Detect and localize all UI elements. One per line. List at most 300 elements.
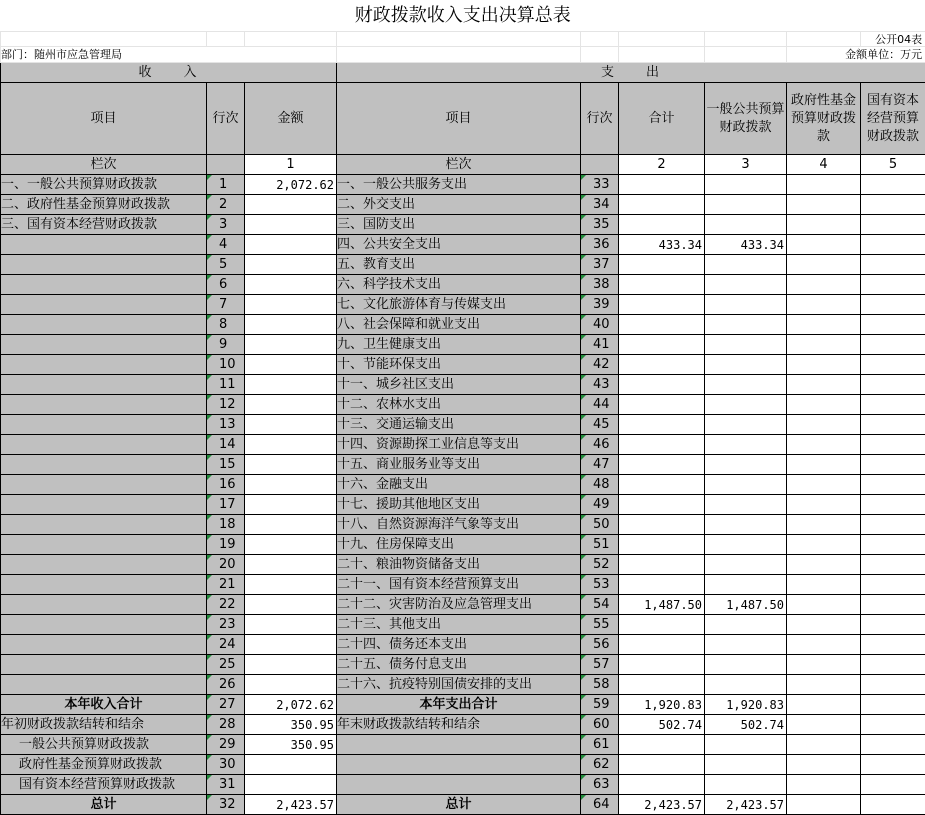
expense-total bbox=[619, 675, 705, 695]
fund-budget-amount bbox=[787, 535, 861, 555]
table-row bbox=[1, 475, 925, 495]
income-amount bbox=[245, 275, 337, 295]
expense-row-number: 54 bbox=[581, 595, 619, 615]
carry-out-row-number: 60 bbox=[581, 715, 619, 735]
expense-item: 十、节能环保支出 bbox=[337, 355, 581, 375]
column-number-1: 1 bbox=[245, 155, 337, 175]
income-item bbox=[1, 315, 207, 335]
expense-row-number: 35 bbox=[581, 215, 619, 235]
state-capital-amount bbox=[861, 595, 925, 615]
expense-row-number: 40 bbox=[581, 315, 619, 335]
income-item bbox=[1, 255, 207, 275]
expense-total bbox=[619, 515, 705, 535]
fund-budget-amount bbox=[787, 635, 861, 655]
general-budget-amount bbox=[705, 655, 787, 675]
expense-total bbox=[619, 295, 705, 315]
income-item bbox=[1, 375, 207, 395]
fund-budget-amount bbox=[787, 295, 861, 315]
expense-row-number: 34 bbox=[581, 195, 619, 215]
expense-item: 四、公共安全支出 bbox=[337, 235, 581, 255]
income-total-row-number: 27 bbox=[207, 695, 245, 715]
expense-item: 十四、资源勘探工业信息等支出 bbox=[337, 435, 581, 455]
expense-total bbox=[619, 575, 705, 595]
income-amount bbox=[245, 315, 337, 335]
expense-row-number: 44 bbox=[581, 395, 619, 415]
income-grand-total-label: 总计 bbox=[1, 795, 207, 815]
state-capital-amount bbox=[861, 235, 925, 255]
expense-total bbox=[619, 175, 705, 195]
expense-row-number: 50 bbox=[581, 515, 619, 535]
expense-row-number: 49 bbox=[581, 495, 619, 515]
income-total-label: 本年收入合计 bbox=[1, 695, 207, 715]
fund-budget-amount bbox=[787, 175, 861, 195]
expense-item: 二十三、其他支出 bbox=[337, 615, 581, 635]
expense-total bbox=[619, 195, 705, 215]
fund-budget-amount bbox=[787, 515, 861, 535]
income-amount bbox=[245, 495, 337, 515]
expense-row-number: 51 bbox=[581, 535, 619, 555]
carry-in-fund-row-number: 30 bbox=[207, 755, 245, 775]
carry-in-state-label: 国有资本经营预算财政拨款 bbox=[1, 775, 207, 795]
general-budget-amount bbox=[705, 395, 787, 415]
table-row bbox=[1, 415, 925, 435]
income-row-number: 9 bbox=[207, 335, 245, 355]
income-amount bbox=[245, 375, 337, 395]
income-row-number: 20 bbox=[207, 555, 245, 575]
table-row bbox=[1, 575, 925, 595]
expense-row-number: 58 bbox=[581, 675, 619, 695]
income-item bbox=[1, 435, 207, 455]
state-capital-amount bbox=[861, 175, 925, 195]
expense-item: 三、国防支出 bbox=[337, 215, 581, 235]
income-row-number: 16 bbox=[207, 475, 245, 495]
expense-row-number: 36 bbox=[581, 235, 619, 255]
general-budget-amount bbox=[705, 335, 787, 355]
income-row-header: 行次 bbox=[207, 83, 245, 155]
fund-budget-amount bbox=[787, 475, 861, 495]
expense-row-number: 41 bbox=[581, 335, 619, 355]
state-capital-amount bbox=[861, 375, 925, 395]
income-row-number: 14 bbox=[207, 435, 245, 455]
expense-grand-total-amount: 2,423.57 bbox=[619, 795, 705, 815]
general-budget-header: 一般公共预算财政拨款 bbox=[705, 83, 787, 155]
column-number-5: 5 bbox=[861, 155, 925, 175]
column-number-3: 3 bbox=[705, 155, 787, 175]
carry-in-amount: 350.95 bbox=[245, 715, 337, 735]
income-item bbox=[1, 615, 207, 635]
expense-total bbox=[619, 635, 705, 655]
expense-item: 二十、粮油物资储备支出 bbox=[337, 555, 581, 575]
expense-item: 二十一、国有资本经营预算支出 bbox=[337, 575, 581, 595]
income-item bbox=[1, 415, 207, 435]
expense-row-number: 53 bbox=[581, 575, 619, 595]
fund-budget-amount bbox=[787, 435, 861, 455]
state-capital-amount bbox=[861, 315, 925, 335]
income-amount bbox=[245, 675, 337, 695]
table-row bbox=[1, 335, 925, 355]
expense-item-header: 项目 bbox=[337, 83, 581, 155]
income-grand-total-amount: 2,423.57 bbox=[245, 795, 337, 815]
expense-row-number: 47 bbox=[581, 455, 619, 475]
table-row bbox=[1, 595, 925, 615]
expense-grand-total-general: 2,423.57 bbox=[705, 795, 787, 815]
income-row-number: 19 bbox=[207, 535, 245, 555]
income-item bbox=[1, 535, 207, 555]
income-row-number: 25 bbox=[207, 655, 245, 675]
expense-row-number: 52 bbox=[581, 555, 619, 575]
table-row bbox=[1, 515, 925, 535]
income-item bbox=[1, 475, 207, 495]
table-row bbox=[1, 295, 925, 315]
general-budget-amount bbox=[705, 435, 787, 455]
carry-in-general-amount: 350.95 bbox=[245, 735, 337, 755]
expense-total: 1,487.50 bbox=[619, 595, 705, 615]
general-budget-amount bbox=[705, 195, 787, 215]
expense-item: 十五、商业服务业等支出 bbox=[337, 455, 581, 475]
expense-total bbox=[619, 395, 705, 415]
state-capital-amount bbox=[861, 275, 925, 295]
income-amount bbox=[245, 215, 337, 235]
income-amount bbox=[245, 555, 337, 575]
expense-total bbox=[619, 535, 705, 555]
department-label: 部门：随州市应急管理局 bbox=[1, 47, 337, 63]
income-grand-total-row-number: 32 bbox=[207, 795, 245, 815]
carry-in-general-row-number: 29 bbox=[207, 735, 245, 755]
table-row bbox=[1, 175, 925, 195]
income-row-number: 22 bbox=[207, 595, 245, 615]
fund-budget-amount bbox=[787, 355, 861, 375]
income-amount bbox=[245, 595, 337, 615]
income-amount bbox=[245, 635, 337, 655]
income-amount bbox=[245, 455, 337, 475]
table-row bbox=[1, 455, 925, 475]
income-row-number: 6 bbox=[207, 275, 245, 295]
expense-total-label: 本年支出合计 bbox=[337, 695, 581, 715]
fund-budget-amount bbox=[787, 195, 861, 215]
income-amount bbox=[245, 395, 337, 415]
expense-row-number: 37 bbox=[581, 255, 619, 275]
table-row bbox=[1, 635, 925, 655]
general-budget-amount: 1,487.50 bbox=[705, 595, 787, 615]
income-amount bbox=[245, 195, 337, 215]
table-row bbox=[1, 315, 925, 335]
expense-row-number: 39 bbox=[581, 295, 619, 315]
general-budget-amount: 433.34 bbox=[705, 235, 787, 255]
fund-budget-amount bbox=[787, 655, 861, 675]
amount-unit-label: 金额单位：万元 bbox=[787, 47, 925, 63]
state-capital-amount bbox=[861, 495, 925, 515]
expense-item: 七、文化旅游体育与传媒支出 bbox=[337, 295, 581, 315]
general-budget-amount bbox=[705, 415, 787, 435]
expense-total bbox=[619, 375, 705, 395]
general-budget-amount bbox=[705, 255, 787, 275]
fund-budget-amount bbox=[787, 615, 861, 635]
income-row-number: 2 bbox=[207, 195, 245, 215]
table-row bbox=[1, 615, 925, 635]
income-item bbox=[1, 275, 207, 295]
income-band-header: 收 入 bbox=[1, 63, 337, 83]
expense-total-amount: 1,920.83 bbox=[619, 695, 705, 715]
income-row-number: 15 bbox=[207, 455, 245, 475]
general-budget-amount bbox=[705, 495, 787, 515]
income-row-number: 23 bbox=[207, 615, 245, 635]
income-row-number: 26 bbox=[207, 675, 245, 695]
income-item bbox=[1, 515, 207, 535]
income-item bbox=[1, 235, 207, 255]
state-capital-amount bbox=[861, 475, 925, 495]
expense-row-header: 行次 bbox=[581, 83, 619, 155]
expense-total bbox=[619, 615, 705, 635]
expense-row-number: 38 bbox=[581, 275, 619, 295]
fund-budget-amount bbox=[787, 675, 861, 695]
expense-row-number: 48 bbox=[581, 475, 619, 495]
income-row-number: 24 bbox=[207, 635, 245, 655]
general-budget-amount bbox=[705, 515, 787, 535]
fund-budget-amount bbox=[787, 255, 861, 275]
income-amount bbox=[245, 415, 337, 435]
expense-item: 十八、自然资源海洋气象等支出 bbox=[337, 515, 581, 535]
income-amount bbox=[245, 655, 337, 675]
general-budget-amount bbox=[705, 615, 787, 635]
expense-total bbox=[619, 475, 705, 495]
income-item bbox=[1, 335, 207, 355]
expense-row-number: 56 bbox=[581, 635, 619, 655]
income-item bbox=[1, 495, 207, 515]
fund-budget-amount bbox=[787, 375, 861, 395]
expense-row-number: 45 bbox=[581, 415, 619, 435]
sheet-title: 财政拨款收入支出决算总表 bbox=[1, 0, 925, 32]
table-row bbox=[1, 215, 925, 235]
expense-total bbox=[619, 275, 705, 295]
general-budget-amount bbox=[705, 315, 787, 335]
expense-column-number-label: 栏次 bbox=[337, 155, 581, 175]
general-budget-amount bbox=[705, 535, 787, 555]
state-capital-amount bbox=[861, 675, 925, 695]
table-row bbox=[1, 375, 925, 395]
expense-item: 五、教育支出 bbox=[337, 255, 581, 275]
table-row bbox=[1, 655, 925, 675]
expense-item: 十三、交通运输支出 bbox=[337, 415, 581, 435]
income-amount bbox=[245, 615, 337, 635]
carry-out-total: 502.74 bbox=[619, 715, 705, 735]
state-capital-amount bbox=[861, 515, 925, 535]
state-capital-amount bbox=[861, 455, 925, 475]
income-row-number: 1 bbox=[207, 175, 245, 195]
general-budget-amount bbox=[705, 475, 787, 495]
table-row bbox=[1, 435, 925, 455]
expense-total bbox=[619, 415, 705, 435]
expense-item: 二十五、债务付息支出 bbox=[337, 655, 581, 675]
fund-budget-amount bbox=[787, 455, 861, 475]
state-capital-amount bbox=[861, 615, 925, 635]
income-item bbox=[1, 575, 207, 595]
general-budget-amount bbox=[705, 455, 787, 475]
income-amount bbox=[245, 515, 337, 535]
expense-total-header: 合计 bbox=[619, 83, 705, 155]
form-code: 公开04表 bbox=[861, 32, 925, 47]
expense-item: 二十二、灾害防治及应急管理支出 bbox=[337, 595, 581, 615]
table-row bbox=[1, 395, 925, 415]
expense-total bbox=[619, 555, 705, 575]
state-capital-header: 国有资本经营预算财政拨款 bbox=[861, 83, 925, 155]
fund-budget-amount bbox=[787, 275, 861, 295]
general-budget-amount bbox=[705, 555, 787, 575]
income-item bbox=[1, 655, 207, 675]
expense-item: 十二、农林水支出 bbox=[337, 395, 581, 415]
carry-out-label: 年末财政拨款结转和结余 bbox=[337, 715, 581, 735]
income-row-number: 18 bbox=[207, 515, 245, 535]
state-capital-amount bbox=[861, 335, 925, 355]
expense-total bbox=[619, 335, 705, 355]
state-capital-amount bbox=[861, 255, 925, 275]
expense-row-number: 33 bbox=[581, 175, 619, 195]
table-row bbox=[1, 195, 925, 215]
income-item: 二、政府性基金预算财政拨款 bbox=[1, 195, 207, 215]
fund-budget-amount bbox=[787, 235, 861, 255]
income-amount bbox=[245, 235, 337, 255]
expense-row-number: 57 bbox=[581, 655, 619, 675]
table-row bbox=[1, 255, 925, 275]
state-capital-amount bbox=[861, 195, 925, 215]
carry-in-state-row-number: 31 bbox=[207, 775, 245, 795]
expense-item: 十一、城乡社区支出 bbox=[337, 375, 581, 395]
income-amount: 2,072.62 bbox=[245, 175, 337, 195]
fund-budget-amount bbox=[787, 395, 861, 415]
fund-budget-amount bbox=[787, 415, 861, 435]
carry-in-row-number: 28 bbox=[207, 715, 245, 735]
carry-in-general-label: 一般公共预算财政拨款 bbox=[1, 735, 207, 755]
income-item bbox=[1, 295, 207, 315]
table-row bbox=[1, 495, 925, 515]
income-row-number: 17 bbox=[207, 495, 245, 515]
table-row bbox=[1, 675, 925, 695]
income-amount bbox=[245, 535, 337, 555]
state-capital-amount bbox=[861, 215, 925, 235]
state-capital-amount bbox=[861, 535, 925, 555]
income-amount bbox=[245, 355, 337, 375]
carry-out-general: 502.74 bbox=[705, 715, 787, 735]
state-capital-amount bbox=[861, 635, 925, 655]
income-row-number: 3 bbox=[207, 215, 245, 235]
income-amount-header: 金额 bbox=[245, 83, 337, 155]
fund-budget-amount bbox=[787, 335, 861, 355]
general-budget-amount bbox=[705, 635, 787, 655]
state-capital-amount bbox=[861, 415, 925, 435]
table-row bbox=[1, 235, 925, 255]
expense-total bbox=[619, 315, 705, 335]
general-budget-amount bbox=[705, 375, 787, 395]
state-capital-amount bbox=[861, 295, 925, 315]
income-row-number: 5 bbox=[207, 255, 245, 275]
expense-grand-total-label: 总计 bbox=[337, 795, 581, 815]
expense-grand-total-row-number: 64 bbox=[581, 795, 619, 815]
column-number-2: 2 bbox=[619, 155, 705, 175]
general-budget-amount bbox=[705, 175, 787, 195]
expense-total bbox=[619, 495, 705, 515]
expense-item: 一、一般公共服务支出 bbox=[337, 175, 581, 195]
state-capital-amount bbox=[861, 435, 925, 455]
state-capital-amount bbox=[861, 355, 925, 375]
fund-budget-amount bbox=[787, 555, 861, 575]
carry-out-state-row-number: 63 bbox=[581, 775, 619, 795]
income-row-number: 4 bbox=[207, 235, 245, 255]
income-amount bbox=[245, 255, 337, 275]
carry-in-label: 年初财政拨款结转和结余 bbox=[1, 715, 207, 735]
carry-out-fund-row-number: 62 bbox=[581, 755, 619, 775]
general-budget-amount bbox=[705, 295, 787, 315]
income-row-number: 13 bbox=[207, 415, 245, 435]
expense-item: 十七、援助其他地区支出 bbox=[337, 495, 581, 515]
expense-item: 十九、住房保障支出 bbox=[337, 535, 581, 555]
income-item: 一、一般公共预算财政拨款 bbox=[1, 175, 207, 195]
state-capital-amount bbox=[861, 555, 925, 575]
table-row bbox=[1, 355, 925, 375]
income-item bbox=[1, 355, 207, 375]
expense-row-number: 42 bbox=[581, 355, 619, 375]
fund-budget-amount bbox=[787, 595, 861, 615]
income-item bbox=[1, 455, 207, 475]
expense-band-header: 支 出 bbox=[337, 63, 925, 83]
general-budget-amount bbox=[705, 215, 787, 235]
income-item bbox=[1, 555, 207, 575]
expense-item: 二十六、抗疫特别国债安排的支出 bbox=[337, 675, 581, 695]
income-item bbox=[1, 395, 207, 415]
expense-row-number: 43 bbox=[581, 375, 619, 395]
expense-total-general: 1,920.83 bbox=[705, 695, 787, 715]
column-number-4: 4 bbox=[787, 155, 861, 175]
fund-budget-header: 政府性基金预算财政拨款 bbox=[787, 83, 861, 155]
expense-total bbox=[619, 355, 705, 375]
expense-total: 433.34 bbox=[619, 235, 705, 255]
state-capital-amount bbox=[861, 655, 925, 675]
expense-item: 二十四、债务还本支出 bbox=[337, 635, 581, 655]
expense-total bbox=[619, 655, 705, 675]
expense-item: 二、外交支出 bbox=[337, 195, 581, 215]
expense-item: 六、科学技术支出 bbox=[337, 275, 581, 295]
carry-in-fund-label: 政府性基金预算财政拨款 bbox=[1, 755, 207, 775]
fund-budget-amount bbox=[787, 575, 861, 595]
income-total-amount: 2,072.62 bbox=[245, 695, 337, 715]
table-row bbox=[1, 535, 925, 555]
table-row bbox=[1, 275, 925, 295]
income-item bbox=[1, 635, 207, 655]
expense-row-number: 46 bbox=[581, 435, 619, 455]
income-row-number: 7 bbox=[207, 295, 245, 315]
general-budget-amount bbox=[705, 675, 787, 695]
income-row-number: 11 bbox=[207, 375, 245, 395]
expense-total bbox=[619, 435, 705, 455]
income-amount bbox=[245, 335, 337, 355]
income-amount bbox=[245, 295, 337, 315]
income-row-number: 21 bbox=[207, 575, 245, 595]
expense-total bbox=[619, 455, 705, 475]
income-amount bbox=[245, 475, 337, 495]
expense-item: 八、社会保障和就业支出 bbox=[337, 315, 581, 335]
general-budget-amount bbox=[705, 575, 787, 595]
income-row-number: 10 bbox=[207, 355, 245, 375]
expense-total bbox=[619, 215, 705, 235]
table-row bbox=[1, 555, 925, 575]
fund-budget-amount bbox=[787, 215, 861, 235]
income-row-number: 12 bbox=[207, 395, 245, 415]
income-amount bbox=[245, 575, 337, 595]
state-capital-amount bbox=[861, 395, 925, 415]
fund-budget-amount bbox=[787, 495, 861, 515]
income-item bbox=[1, 595, 207, 615]
general-budget-amount bbox=[705, 355, 787, 375]
state-capital-amount bbox=[861, 575, 925, 595]
expense-total bbox=[619, 255, 705, 275]
